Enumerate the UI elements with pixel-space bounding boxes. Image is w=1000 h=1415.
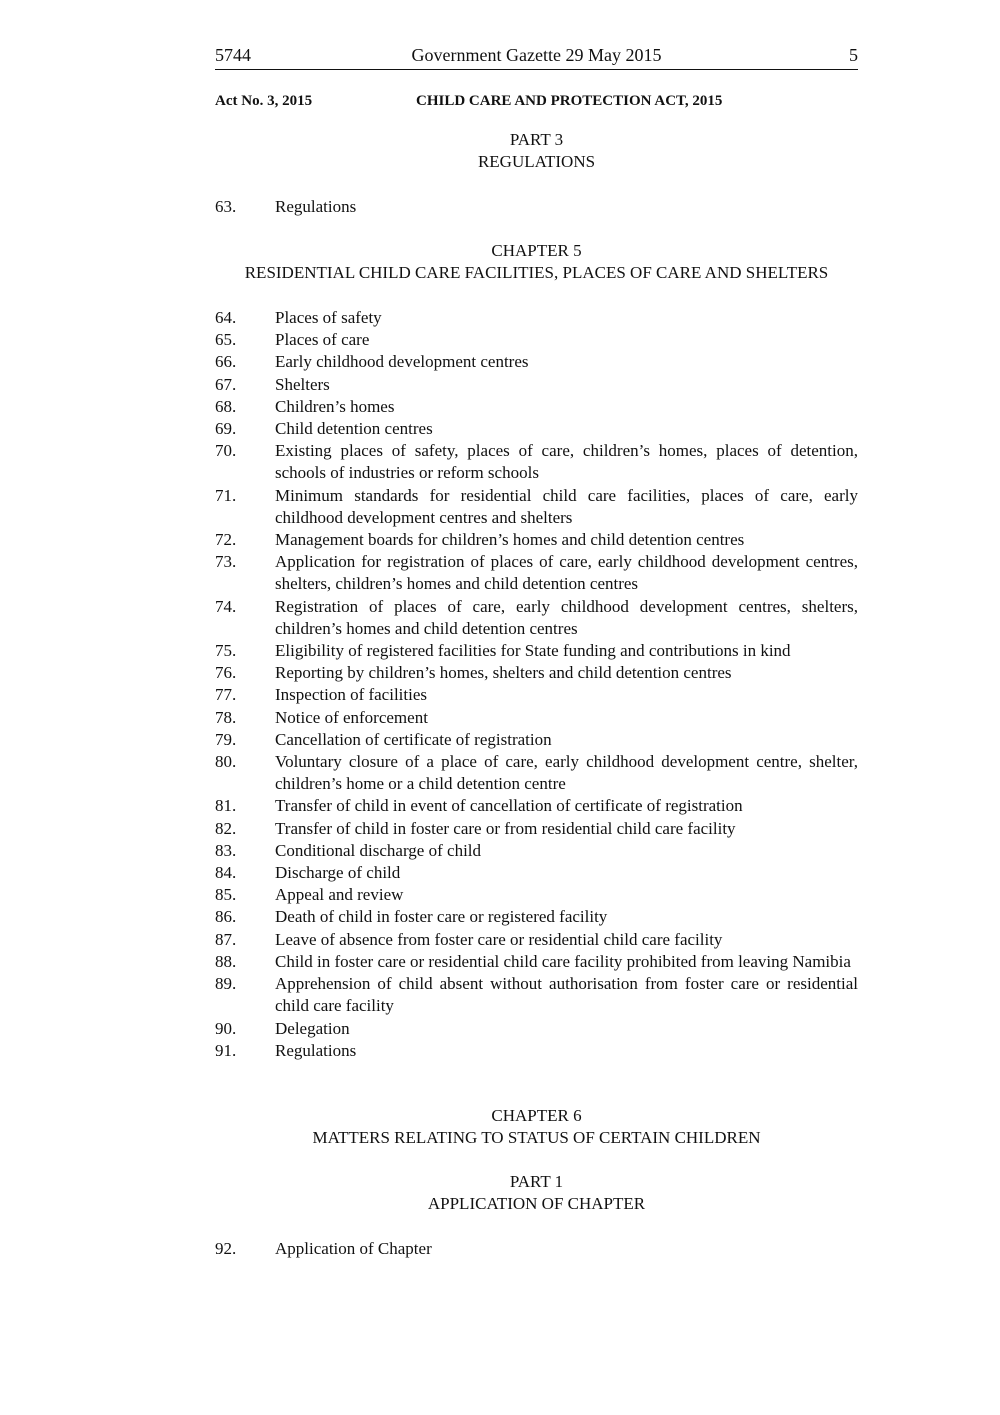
section-title: Minimum standards for residential child care facilities, places of care, early childhood development centres and shelters (275, 485, 858, 527)
chapter-5-label: CHAPTER 5 (491, 241, 582, 260)
section-title: Places of safety (275, 308, 382, 327)
section-number: 91. (215, 1040, 237, 1060)
section-title: Transfer of child in foster care or from residential child care facility (275, 818, 736, 838)
section-title: Application for registration of places of care, early childhood development centres, shelters, children’s homes and child detention centres (275, 552, 858, 594)
section-number: 82. (215, 818, 237, 838)
section-title: Child in foster care or residential child care facility prohibited from leaving Namibia (275, 951, 851, 971)
section-title: Notice of enforcement (275, 707, 428, 727)
section-number: 76. (215, 663, 237, 683)
section-entry (215, 307, 858, 329)
section-number: 70. (215, 441, 237, 461)
section-entry (215, 1040, 858, 1062)
section-number: 65. (215, 330, 237, 350)
chapter-5-title: RESIDENTIAL CHILD CARE FACILITIES, PLACES OF CARE AND SHELTERS (244, 263, 829, 282)
section-number: 66. (215, 352, 237, 372)
section-entry (215, 795, 858, 817)
section-entry (215, 640, 858, 662)
section-number: 73. (215, 552, 237, 572)
section-title: Application of Chapter (275, 1239, 432, 1258)
section-entry (215, 196, 858, 218)
section-entry (215, 1018, 858, 1040)
section-entry (215, 951, 858, 973)
section-number: 67. (215, 374, 237, 394)
section-number: 68. (215, 396, 237, 416)
section-number: 83. (215, 840, 237, 860)
section-entry (215, 485, 858, 529)
section-title: Places of care (275, 330, 370, 350)
part-3-heading (215, 129, 858, 173)
section-number: 69. (215, 419, 237, 439)
section-title: Voluntary closure of a place of care, early childhood development centre, shelter, children’s home or a child detention centre (275, 752, 858, 794)
section-number: 85. (215, 885, 237, 905)
section-title: Conditional discharge of child (275, 840, 482, 860)
section-title: Management boards for children’s homes and child detention centres (275, 530, 745, 550)
section-number: 88. (215, 951, 237, 971)
section-title: Regulations (275, 1040, 357, 1060)
section-title: Eligibility of registered facilities for State funding and contributions in kind (275, 641, 791, 661)
section-title: Transfer of child in event of cancellation of certificate of registration (275, 796, 743, 816)
section-title: Existing places of safety, places of care, children’s homes, places of detention, schools of industries or reform schools (275, 441, 858, 483)
section-number: 72. (215, 530, 237, 550)
section-entry (215, 662, 858, 684)
section-title: Leave of absence from foster care or residential child care facility (275, 929, 723, 949)
part-3-section-list (215, 196, 858, 218)
section-number: 86. (215, 907, 237, 927)
section-entry (215, 374, 858, 396)
section-number: 89. (215, 974, 237, 994)
section-entry (215, 751, 858, 795)
section-number: 64. (215, 308, 237, 327)
section-number: 92. (215, 1239, 237, 1258)
section-entry (215, 840, 858, 862)
chapter-6-heading (215, 1105, 858, 1149)
section-entry (215, 973, 858, 1017)
section-title: Children’s homes (275, 396, 395, 416)
section-number: 71. (215, 485, 237, 505)
section-number: 90. (215, 1018, 237, 1038)
section-entry (215, 929, 858, 951)
section-title: Inspection of facilities (275, 685, 428, 705)
section-title: Early childhood development centres (275, 352, 529, 372)
section-title: Apprehension of child absent without authorisation from foster care or residential child care facility (275, 974, 858, 1016)
chapter-5-heading (215, 240, 858, 284)
act-number: Act No. 3, 2015 (215, 93, 313, 109)
section-entry (215, 596, 858, 640)
section-entry (215, 684, 858, 706)
part-1-title: APPLICATION OF CHAPTER (427, 1194, 646, 1213)
act-page-number: 5 (849, 45, 858, 65)
section-entry (215, 729, 858, 751)
part-1-section-list (215, 1238, 858, 1260)
section-number: 63. (215, 197, 237, 216)
section-number: 87. (215, 929, 237, 949)
chapter-6-title: MATTERS RELATING TO STATUS OF CERTAIN CHILDREN (312, 1128, 761, 1147)
section-entry (215, 351, 858, 373)
section-title: Delegation (275, 1018, 350, 1038)
gazette-title: Government Gazette 29 May 2015 (411, 45, 662, 65)
section-title: Registration of places of care, early childhood development centres, shelters, children’s homes and child detention centres (275, 596, 858, 638)
section-title: Cancellation of certificate of registration (275, 729, 552, 749)
section-number: 75. (215, 641, 237, 661)
section-entry (215, 440, 858, 484)
section-title: Child detention centres (275, 419, 433, 439)
part-3-label: PART 3 (509, 130, 564, 149)
gazette-page-number: 5744 (215, 45, 251, 65)
section-entry (215, 418, 858, 440)
section-entry (215, 1238, 858, 1260)
section-number: 84. (215, 863, 237, 883)
section-number: 78. (215, 707, 237, 727)
section-entry (215, 884, 858, 906)
section-entry (215, 551, 858, 595)
section-title: Shelters (275, 374, 330, 394)
section-title: Regulations (275, 197, 357, 216)
section-number: 79. (215, 729, 237, 749)
section-entry (215, 396, 858, 418)
chapter-6-label: CHAPTER 6 (491, 1106, 582, 1125)
section-title: Reporting by children’s homes, shelters and child detention centres (275, 663, 732, 683)
section-number: 77. (215, 685, 237, 705)
section-number: 74. (215, 596, 237, 616)
section-title: Death of child in foster care or registered facility (275, 907, 608, 927)
act-title: CHILD CARE AND PROTECTION ACT, 2015 (416, 93, 723, 109)
section-entry (215, 818, 858, 840)
section-entry (215, 329, 858, 351)
section-entry (215, 529, 858, 551)
part-1-heading (215, 1171, 858, 1215)
gazette-header (215, 45, 858, 70)
part-1-label: PART 1 (509, 1172, 564, 1191)
section-number: 81. (215, 796, 237, 816)
chapter-5-section-list (215, 307, 858, 1062)
section-title: Discharge of child (275, 863, 401, 883)
part-3-title: REGULATIONS (477, 152, 596, 171)
section-entry (215, 862, 858, 884)
section-entry (215, 707, 858, 729)
section-entry (215, 906, 858, 928)
section-number: 80. (215, 752, 237, 772)
section-title: Appeal and review (275, 885, 404, 905)
